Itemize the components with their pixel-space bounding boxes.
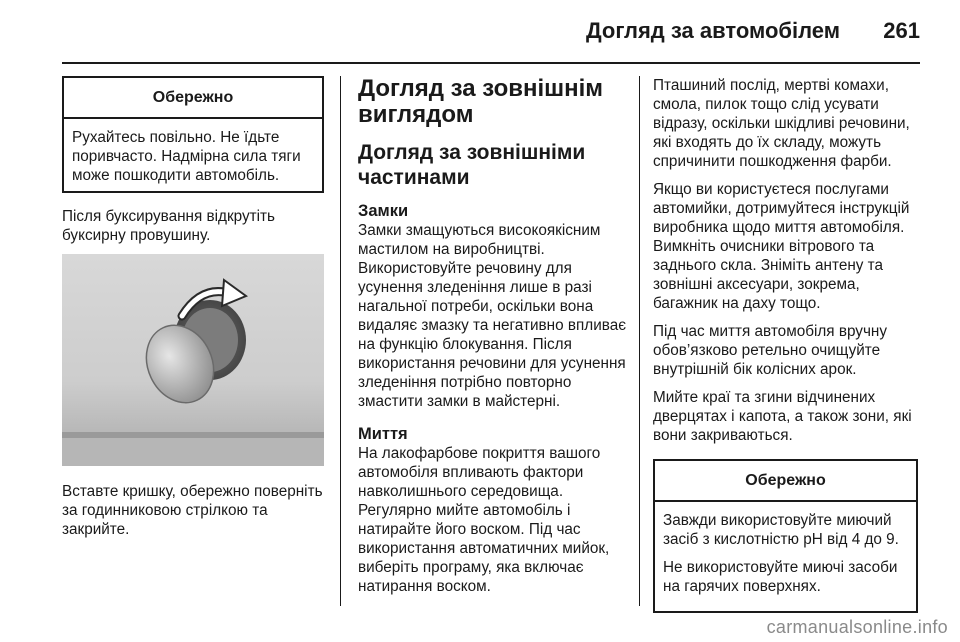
caution-text-ph: Завжди використовуйте миючий засіб з кислотністю pH від 4 до 9.	[663, 512, 899, 548]
heading-locks: Замки	[358, 202, 409, 220]
caution-title: Обережно	[64, 78, 322, 119]
para-wheel-arches: Під час миття автомобіля вручну обов’язково ретельно очищуйте внутрішній бік колісних арок.	[653, 323, 888, 378]
towing-eye-cover-photo	[62, 254, 324, 466]
middle-column	[358, 76, 628, 605]
para-contaminants: Пташиний послід, мертві комахи, смола, пилок тощо слід усувати відразу, оскільки шкідливі речовини, які входять до їх складу, можуть спричинити пошкодження фарби.	[653, 77, 910, 170]
heading-washing: Миття	[358, 425, 408, 443]
heading-exterior-parts: Догляд за зовнішніми частинами	[358, 141, 586, 189]
header-title: Догляд за автомобілем	[585, 18, 840, 43]
header-rule	[62, 62, 920, 64]
para-unscrew-eye: Після буксирування відкрутіть буксирну провушину.	[62, 208, 276, 244]
caution-box-detergents	[653, 459, 918, 613]
caution-box-towing	[62, 76, 324, 193]
column-divider-left	[340, 76, 341, 606]
para-washing: На лакофарбове покриття вашого автомобіля впливають фактори навколишнього середовища. Регулярно мийте автомобіль і натирайте його воском. Під час використання автоматичних мийок, виберіть програму, яка включає натирання воском.	[358, 445, 610, 595]
para-locks: Замки змащуються високоякісним мастилом на виробництві. Використовуйте речовину для усунення зледеніння лише в разі нагальної потреби, оскільки вона видаляє змазку та негативно впливає на функцію блокування. Після використання речовини для усунення зледеніння потрібно повторно змастити замки в майстерні.	[358, 222, 627, 410]
para-car-wash: Якщо ви користуєтеся послугами автомийки, дотримуйтеся інструкцій виробника щодо миття автомобіля. Вимкніть очисники вітрового та заднього скла. Зніміть антену та зовнішні аксесуари, зокрема, багажник на даху тощо.	[653, 181, 910, 312]
heading-exterior-care: Догляд за зовнішнім виглядом	[358, 75, 604, 128]
column-divider-right	[639, 76, 640, 606]
caution-text-hot-surfaces: Не використовуйте миючі засоби на гарячих поверхнях.	[663, 559, 898, 595]
caution-title: Обережно	[655, 461, 916, 502]
left-column	[62, 76, 324, 548]
page-number: 261	[883, 18, 920, 43]
para-door-edges: Мийте краї та згини відчинених дверцятах і капота, а також зони, які вони закриваються.	[653, 389, 912, 444]
caution-text: Рухайтесь повільно. Не їдьте поривчасто. Надмірна сила тяги може пошкодити автомобіль.	[72, 129, 301, 184]
right-column	[653, 76, 918, 613]
watermark-link[interactable]: carmanualsonline.info	[766, 617, 948, 637]
para-insert-cover: Вставте кришку, обережно поверніть за годинниковою стрілкою та закрийте.	[62, 483, 323, 538]
